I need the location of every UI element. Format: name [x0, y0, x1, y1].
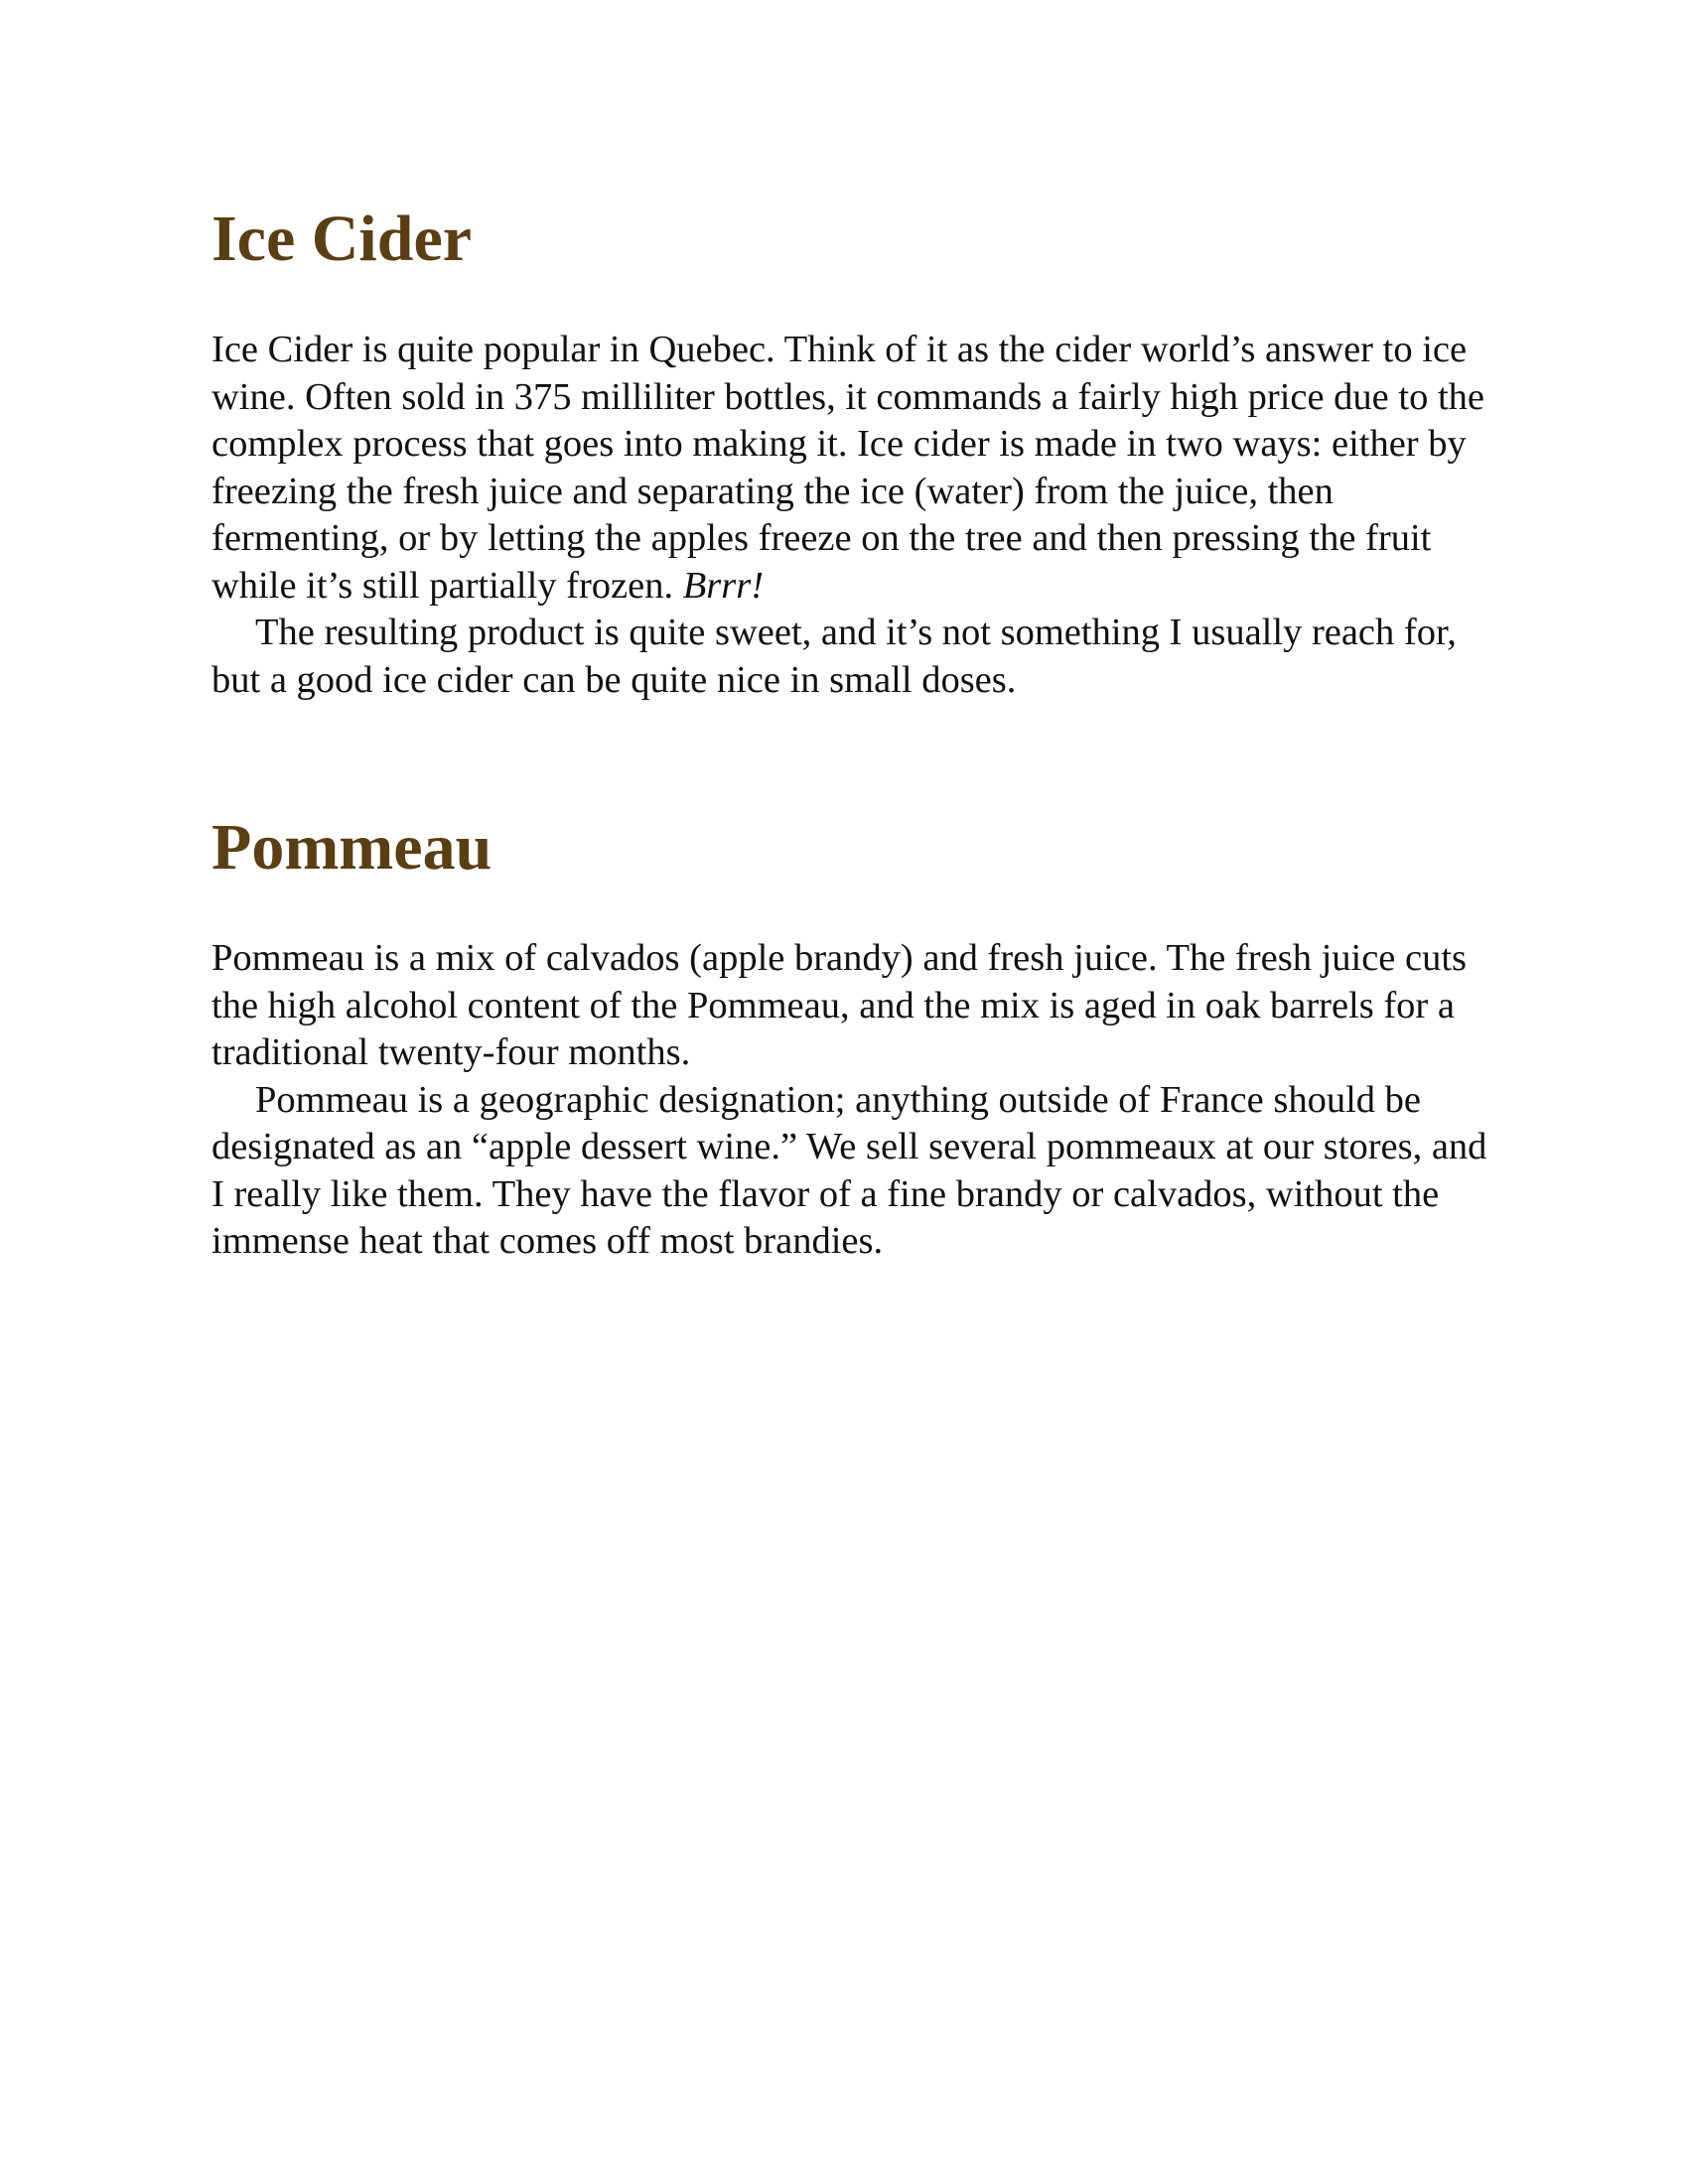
section-title: Pommeau: [211, 811, 492, 884]
document-page: [211, 195, 1502, 1266]
paragraph-text: Ice Cider is quite popular in Quebec. Think of it as the cider world’s answer to ice wine. Often sold in 375 milliliter bottles, it commands a fairly high price due to the complex process that goes into making it. Ice cider is made in two ways: either by freezing the fresh juice and separating the ice (water) from the juice, then fermenting, or by letting the apples freeze on the tree and then pressing the fruit while it’s still partially frozen.: [211, 329, 1485, 607]
paragraph: The resulting product is quite sweet, and it’s not something I usually reach for, but a good ice cider can be quite nice in small doses.: [211, 612, 1457, 701]
paragraph: Pommeau is a geographic designation; anything outside of France should be designated as an “apple dessert wine.” We sell several pommeaux at our stores, and I really like them. They have the flavor of a fine brandy or calvados, without the immense heat that comes off most brandies.: [211, 1078, 1487, 1262]
section-title: Ice Cider: [211, 203, 473, 275]
emphasis-text: Brrr!: [682, 564, 765, 607]
section-ice-cider: [211, 195, 1502, 704]
paragraph: Pommeau is a mix of calvados (apple brandy) and fresh juice. The fresh juice cuts the high alcohol content of the Pommeau, and the mix is aged in oak barrels for a traditional twenty-four months.: [211, 937, 1468, 1073]
section-pommeau: [211, 803, 1502, 1266]
paragraph: [211, 327, 1502, 610]
section-divider-space: [211, 704, 1502, 803]
